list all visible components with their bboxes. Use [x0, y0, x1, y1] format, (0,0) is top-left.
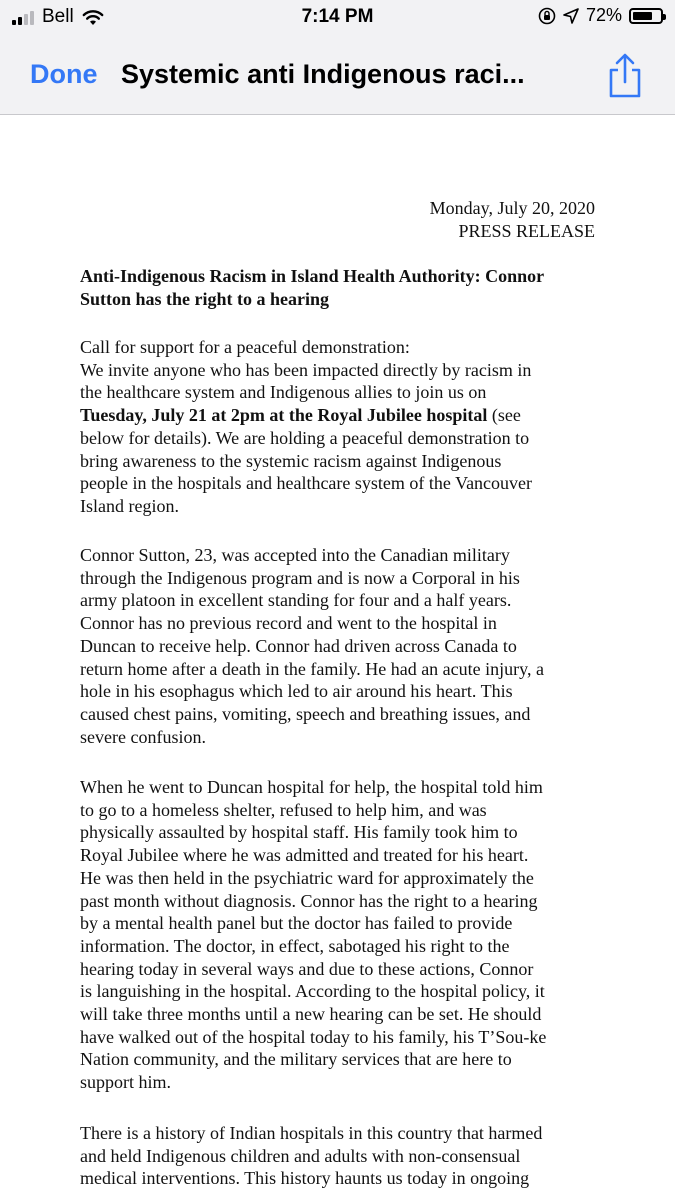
paragraph-line: Call for support for a peaceful demonstration:	[80, 337, 410, 357]
status-bar	[0, 0, 675, 38]
event-details: Tuesday, July 21 at 2pm at the Royal Jubilee hospital	[80, 405, 488, 426]
paragraph-line: past month without diagnosis. Connor has the right to a hearing	[80, 890, 538, 911]
paragraph-line: There is a history of Indian hospitals in this country that harmed	[80, 1123, 543, 1143]
paragraph-line: the healthcare system and Indigenous allies to join us on	[80, 382, 487, 403]
history-paragraph	[80, 1122, 600, 1190]
paragraph-line: hole in his esophagus which led to air around his heart. This	[80, 681, 513, 702]
paragraph-line: information. The doctor, in effect, sabotaged his right to the	[80, 935, 510, 956]
background-paragraph	[80, 544, 600, 748]
status-time: 7:14 PM	[301, 6, 374, 27]
orientation-lock-icon	[538, 7, 556, 25]
paragraph-line: hearing today in several ways and due to these actions, Connor	[80, 958, 534, 979]
paragraph-line: to go to a homeless shelter, refused to help him, and was	[80, 799, 487, 820]
dateline	[430, 197, 595, 242]
paragraph-line: Duncan to receive help. Connor had driven across Canada to	[80, 635, 517, 656]
incident-paragraph	[80, 776, 600, 1094]
paragraph-line: When he went to Duncan hospital for help, the hospital told him	[80, 777, 543, 797]
intro-paragraph	[80, 336, 600, 518]
paragraph-line: We invite anyone who has been impacted directly by racism in	[80, 359, 532, 380]
release-label: PRESS RELEASE	[458, 220, 595, 241]
paragraph-line: return home after a death in the family. He had an acute injury, a	[80, 658, 544, 679]
release-date: Monday, July 20, 2020	[429, 198, 595, 218]
navigation-bar	[0, 38, 675, 115]
paragraph-line: Royal Jubilee where he was admitted and treated for his heart.	[80, 845, 529, 866]
paragraph-line: by a mental health panel but the doctor has failed to provide	[80, 913, 513, 934]
paragraph-line: below for details). We are holding a peaceful demonstration to	[80, 427, 530, 448]
battery-percentage: 72%	[585, 5, 622, 25]
paragraph-line: He was then held in the psychiatric ward for approximately the	[80, 867, 534, 888]
paragraph-line: support him.	[80, 1072, 172, 1093]
paragraph-line: physically assaulted by hospital staff. His family took him to	[80, 822, 518, 843]
headline-line: Sutton has the right to a hearing	[80, 288, 330, 309]
battery-icon	[629, 8, 663, 24]
paragraph-line	[80, 404, 600, 427]
paragraph-line: Connor has no previous record and went to the hospital in	[80, 613, 497, 634]
paragraph-line: will take three months until a new hearing can be set. He should	[80, 1004, 542, 1025]
paragraph-text: (see	[487, 405, 521, 426]
paragraph-line: Island region.	[80, 495, 179, 516]
paragraph-line: people in the hospitals and healthcare system of the Vancouver	[80, 473, 533, 494]
paragraph-line: army platoon in excellent standing for four and a half years.	[80, 590, 512, 611]
paragraph-line: and held Indigenous children and adults with non-consensual	[80, 1145, 521, 1166]
paragraph-line: Connor Sutton, 23, was accepted into the Canadian military	[80, 545, 510, 565]
headline-line: Anti-Indigenous Racism in Island Health Authority: Connor	[80, 266, 545, 286]
paragraph-line: medical interventions. This history haunts us today in ongoing	[80, 1168, 530, 1189]
paragraph-line: have walked out of the hospital today to his family, his T’Sou-ke	[80, 1026, 547, 1047]
paragraph-line: is languishing in the hospital. According to the hospital policy, it	[80, 981, 545, 1002]
location-icon	[563, 8, 579, 24]
headline	[80, 265, 600, 310]
carrier-label: Bell	[42, 6, 74, 27]
paragraph-line: severe confusion.	[80, 726, 206, 747]
paragraph-line: bring awareness to the systemic racism against Indigenous	[80, 450, 502, 471]
document-title: Systemic anti Indigenous raci...	[121, 59, 525, 89]
done-button[interactable]: Done	[30, 59, 98, 89]
share-button[interactable]	[606, 53, 644, 99]
paragraph-line: Nation community, and the military services that are here to	[80, 1049, 512, 1070]
status-right	[538, 5, 663, 26]
battery-fill	[633, 12, 652, 20]
paragraph-line: through the Indigenous program and is now a Corporal in his	[80, 567, 520, 588]
share-icon	[606, 53, 644, 99]
paragraph-line: caused chest pains, vomiting, speech and breathing issues, and	[80, 703, 531, 724]
